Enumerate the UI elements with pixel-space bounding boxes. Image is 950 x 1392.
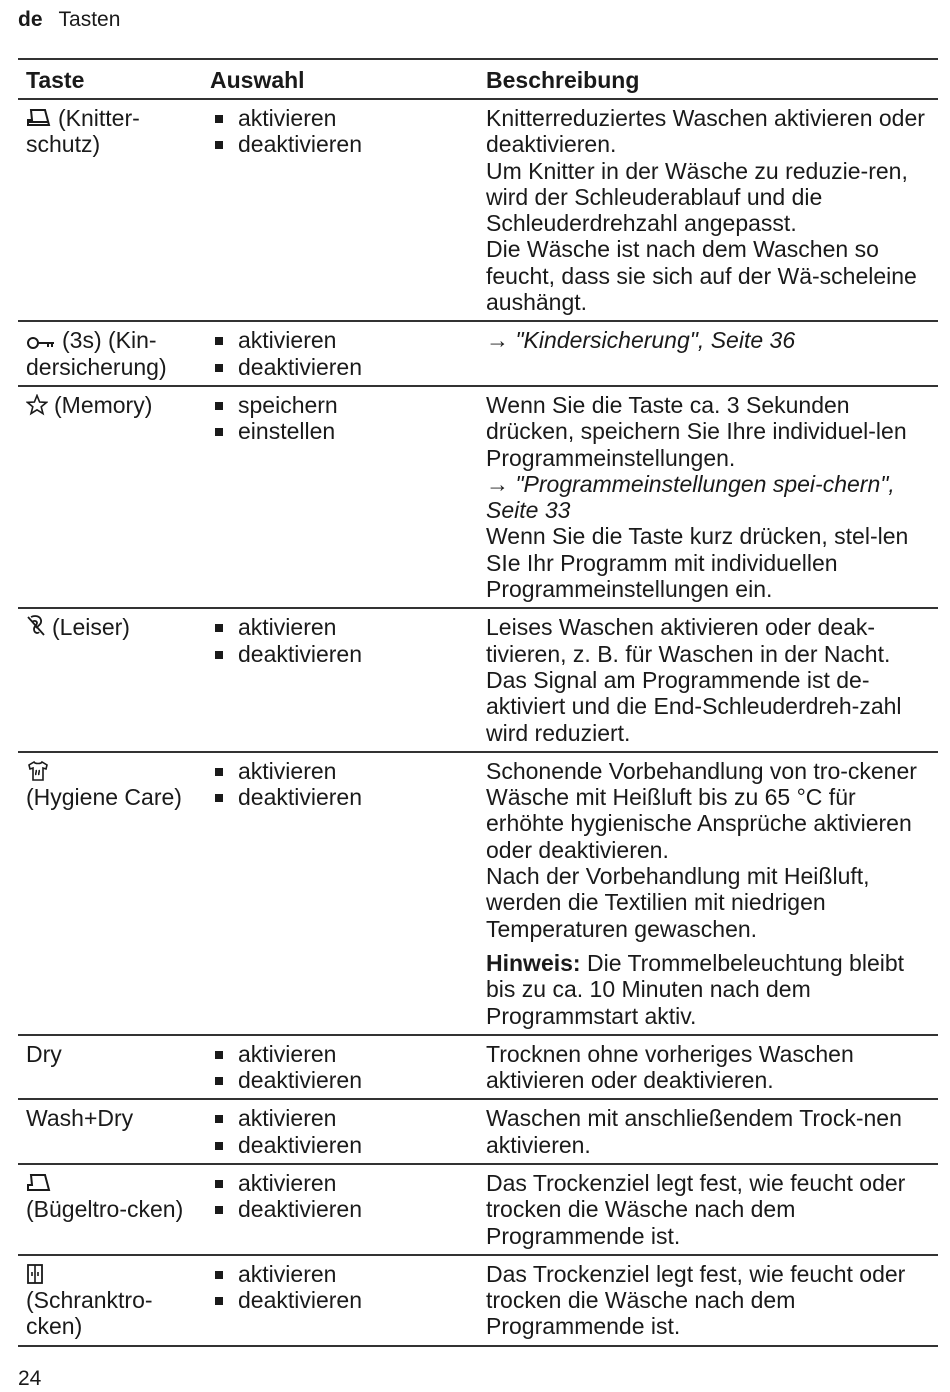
description-text: Trocknen ohne vorheriges Waschen aktivieren oder deaktivieren.: [486, 1040, 854, 1094]
options-cell: [202, 1099, 478, 1164]
options-cell: [202, 1164, 478, 1255]
options-cell: [202, 99, 478, 321]
description-cell: [478, 386, 938, 608]
options-cell: [202, 1255, 478, 1346]
description-text: Um Knitter in der Wäsche zu reduzie-ren, wird der Schleuderablauf und die Schleuderdrehzahl angepasst.: [486, 157, 908, 237]
iron-dry-icon: [26, 1172, 52, 1194]
quiet-icon: [26, 614, 46, 638]
description-text: Das Signal am Programmende ist de-aktiviert und die End-Schleuderdreh-zahl wird reduziert.: [486, 666, 902, 746]
option-item: deaktivieren: [210, 784, 470, 810]
table-row: [18, 321, 938, 386]
description-text: Die Wäsche ist nach dem Waschen so feucht, dass sie sich auf der Wä-scheleine aushängt.: [486, 236, 917, 316]
option-item: aktivieren: [210, 327, 470, 353]
key-label: (Leiser): [52, 614, 130, 641]
description-text: Nach der Vorbehandlung mit Heißluft, werden die Textilien mit niedrigen Temperaturen gewaschen.: [486, 863, 870, 942]
key-label: Wash+Dry: [26, 1105, 134, 1132]
option-item: aktivieren: [210, 1041, 470, 1067]
key-cell: [18, 1164, 202, 1255]
key-label: Dry: [26, 1040, 62, 1067]
column-header-taste: Taste: [18, 59, 202, 99]
table-row: [18, 1164, 938, 1255]
description-cell: [478, 608, 938, 751]
option-item: aktivieren: [210, 1105, 470, 1131]
option-item: aktivieren: [210, 1261, 470, 1287]
note-text: Die Trommelbeleuchtung bleibt bis zu ca. 10 Minuten nach dem Programmstart aktiv.: [486, 949, 905, 1029]
buttons-table: [18, 58, 938, 1347]
description-text: Das Trockenziel legt fest, wie feucht oder trocken die Wäsche nach dem Programmende ist.: [486, 1169, 906, 1249]
options-cell: [202, 608, 478, 751]
table-row: [18, 386, 938, 608]
description-cell: [478, 1035, 938, 1100]
description-cell: [478, 1255, 938, 1346]
option-item: deaktivieren: [210, 1287, 470, 1313]
cupboard-dry-icon: [26, 1263, 44, 1285]
option-item: deaktivieren: [210, 1067, 470, 1093]
description-cell: [478, 321, 938, 386]
key-cell: [18, 608, 202, 751]
table-row: [18, 1255, 938, 1346]
description-cell: [478, 1164, 938, 1255]
option-item: speichern: [210, 392, 470, 418]
star-icon: [26, 394, 48, 416]
cross-reference: → "Kindersicherung", Seite 36: [486, 327, 796, 354]
key-icon: [26, 335, 56, 351]
description-cell: [478, 1099, 938, 1164]
option-item: deaktivieren: [210, 354, 470, 380]
description-text: Schonende Vorbehandlung von tro-ckener Wäsche mit Heißluft bis zu 65 °C für erhöhte hygienische Ansprüche aktivieren oder deaktivieren.: [486, 757, 917, 863]
section-title: Tasten: [58, 8, 121, 31]
options-cell: [202, 386, 478, 608]
key-cell: [18, 386, 202, 608]
options-cell: [202, 752, 478, 1035]
column-header-auswahl: Auswahl: [202, 59, 478, 99]
option-item: aktivieren: [210, 1170, 470, 1196]
cross-reference: → "Programmeinstellungen spei-chern", Seite 33: [486, 470, 895, 524]
key-cell: [18, 752, 202, 1035]
table-header-row: [18, 59, 938, 99]
key-label: (Knitter-schutz): [26, 105, 140, 158]
hygiene-shirt-icon: [26, 760, 50, 782]
option-item: einstellen: [210, 418, 470, 444]
key-label: (Schranktro-cken): [26, 1287, 153, 1340]
option-item: aktivieren: [210, 614, 470, 640]
iron-icon: [26, 107, 52, 129]
page-header: [18, 8, 120, 32]
option-item: deaktivieren: [210, 131, 470, 157]
table-row: [18, 1099, 938, 1164]
note-paragraph: [486, 950, 930, 1029]
key-cell: [18, 1035, 202, 1100]
options-cell: [202, 321, 478, 386]
page-number: 24: [18, 1367, 42, 1390]
description-text: Waschen mit anschließendem Trock-nen aktivieren.: [486, 1105, 902, 1158]
key-cell: [18, 1099, 202, 1164]
key-cell: [18, 321, 202, 386]
description-cell: [478, 99, 938, 321]
table-row: [18, 608, 938, 751]
description-text: Wenn Sie die Taste kurz drücken, stel-len SIe Ihr Programm mit individuellen Programmeinstellungen ein.: [486, 523, 909, 603]
key-cell: [18, 1255, 202, 1346]
option-item: deaktivieren: [210, 641, 470, 667]
description-text: Knitterreduziertes Waschen aktivieren oder deaktivieren.: [486, 105, 925, 158]
key-label: (Bügeltro-cken): [26, 1196, 184, 1223]
option-item: aktivieren: [210, 105, 470, 131]
note-label: Hinweis:: [486, 949, 581, 976]
key-label: (Hygiene Care): [26, 784, 182, 811]
table-row: [18, 99, 938, 321]
language-code: de: [18, 8, 43, 31]
description-text: Das Trockenziel legt fest, wie feucht oder trocken die Wäsche nach dem Programmende ist.: [486, 1260, 906, 1340]
table-row: [18, 1035, 938, 1100]
options-cell: [202, 1035, 478, 1100]
key-cell: [18, 99, 202, 321]
option-item: deaktivieren: [210, 1196, 470, 1222]
column-header-beschreibung: Beschreibung: [478, 59, 938, 99]
description-cell: [478, 752, 938, 1035]
description-text: Wenn Sie die Taste ca. 3 Sekunden drücken, speichern Sie Ihre individuel-len Programmeinstellungen.: [486, 391, 907, 471]
option-item: deaktivieren: [210, 1132, 470, 1158]
option-item: aktivieren: [210, 758, 470, 784]
description-text: Leises Waschen aktivieren oder deak-tivieren, z. B. für Waschen in der Nacht.: [486, 614, 891, 667]
key-label: (Memory): [54, 391, 153, 418]
table-row: [18, 752, 938, 1035]
key-label: (3s) (Kin-dersicherung): [26, 327, 167, 380]
